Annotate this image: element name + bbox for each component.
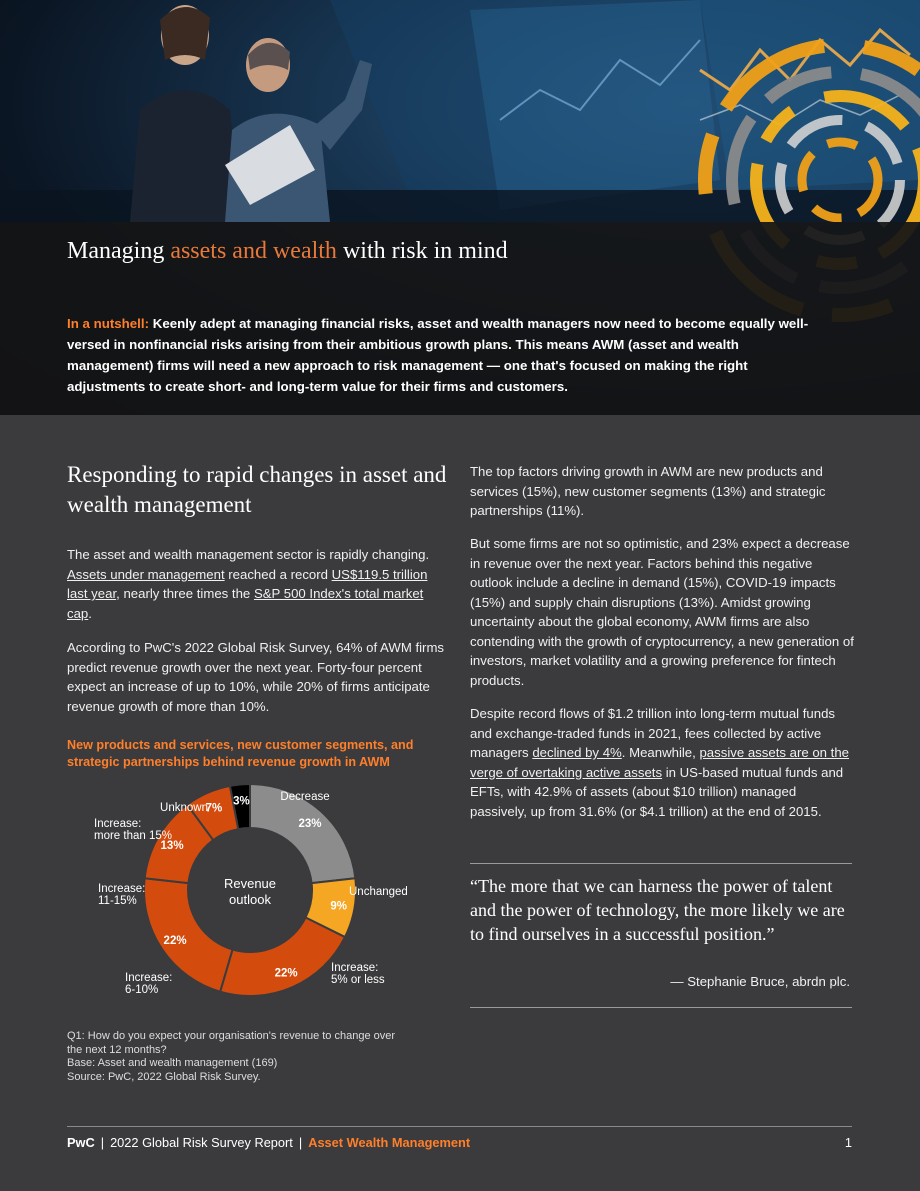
section-heading: Responding to rapid changes in asset and wealth management bbox=[67, 462, 447, 517]
revenue-outlook-donut-chart bbox=[0, 780, 460, 1020]
chart-title: New products and services, new customer segments, and strategic partnerships behind revenue growth in AWM bbox=[67, 738, 414, 769]
link-sp500-market-cap[interactable]: S&P 500 Index's total market cap bbox=[67, 586, 424, 621]
footer-divider bbox=[67, 1126, 852, 1127]
negative-outlook-paragraph: But some firms are not so optimistic, and 23% expect a decrease in revenue over the next year. Factors behind this negative outlook include a decline in demand (15%), COVID-19 impacts (15%) and supply chain disruptions (13%). Amidst growing uncertainty about the global economy, AWM firms are also contending with the growth of cryptocurrency, a new generation of investors, market volatility and a growing preference for fintech products. bbox=[470, 536, 854, 688]
hero-banner bbox=[0, 0, 920, 415]
link-assets-under-management[interactable]: Assets under management bbox=[67, 566, 225, 582]
footer-section-name: Asset Wealth Management bbox=[308, 1135, 471, 1150]
footer-separator: | bbox=[298, 1135, 303, 1150]
value-label-increase-6-10: 22% bbox=[163, 934, 187, 947]
link-declined-by-4[interactable]: declined by 4% bbox=[532, 745, 622, 760]
value-label-unknown: 3% bbox=[233, 795, 250, 808]
page-title: Managing assets and wealth with risk in mind bbox=[67, 238, 508, 264]
value-label-increase-more-than-15: 7% bbox=[205, 802, 223, 815]
quote-top-divider bbox=[470, 863, 852, 864]
value-label-decrease: 23% bbox=[298, 817, 322, 830]
survey-paragraph: According to PwC's 2022 Global Risk Survey, 64% of AWM firms predict revenue growth over the next year. Forty-four percent expect an increase of up to 10%, while 20% of firms anticipate revenue growth of more than 10%. bbox=[67, 640, 445, 714]
quote-attribution: — Stephanie Bruce, abrdn plc. bbox=[670, 974, 850, 989]
nutshell-summary: In a nutshell: Keenly adept at managing financial risks, asset and wealth managers now need to become equally well-versed in nonfinancial risks arising from their ambitious growth plans. This means AWM (asset and wealth management) firms will need a new approach to risk management — one that's focused on making the right adjustments to create short- and long-term value for their firms and customers. bbox=[67, 316, 809, 394]
category-label-increase-5-or-less: Increase: 5% or less bbox=[331, 962, 385, 986]
intro-paragraph: The asset and wealth management sector is rapidly changing. Assets under management reached a record US$119.5 trillion last year, nearly three times the S&P 500 Index's total market cap. bbox=[67, 547, 430, 621]
footnote-source: Source: PwC, 2022 Global Risk Survey. bbox=[67, 1070, 261, 1083]
pull-quote: “The more that we can harness the power of talent and the power of technology, the more likely we are to find ourselves in a successful position.” bbox=[470, 876, 845, 944]
link-passive-assets[interactable]: passive assets are on the verge of overtaking active assets bbox=[470, 745, 850, 780]
footnote-question: Q1: How do you expect your organisation's revenue to change over the next 12 months? bbox=[67, 1030, 396, 1056]
footer-report-name: 2022 Global Risk Survey Report bbox=[110, 1135, 293, 1150]
page-number: 1 bbox=[844, 1135, 852, 1150]
footer-separator: | bbox=[100, 1135, 105, 1150]
growth-factors-paragraph: The top factors driving growth in AWM are new products and services (15%), new customer segments (13%) and strategic partnerships (11%). bbox=[470, 464, 826, 518]
link-us-119-trillion[interactable]: US$119.5 trillion last year bbox=[67, 566, 428, 601]
value-label-increase-11-15: 13% bbox=[160, 840, 184, 852]
footnote-base: Base: Asset and wealth management (169) bbox=[67, 1057, 278, 1069]
donut-center-label: Revenue outlook bbox=[223, 876, 277, 907]
category-label-increase-more-than-15: Increase: more than 15% bbox=[94, 818, 172, 842]
chart-footnote bbox=[67, 1030, 407, 1084]
category-label-unchanged: Unchanged bbox=[349, 886, 408, 898]
category-label-decrease: Decrease bbox=[280, 791, 330, 803]
fees-paragraph: Despite record flows of $1.2 trillion into long-term mutual funds and exchange-traded funds in 2021, fees collected by active managers declined by 4%. Meanwhile, passive assets are on the verge of overtaking active assets in US-based mutual funds and EFTs, with 42.9% of assets (about $10 trillion) managed passively, up from 31.6% (or $4.1 trillion) at the end of 2015. bbox=[470, 706, 850, 819]
slice-increase-5-or-less bbox=[220, 918, 345, 996]
value-label-unchanged: 9% bbox=[330, 900, 347, 913]
footer bbox=[67, 1135, 470, 1150]
value-label-increase-5-or-less: 22% bbox=[274, 967, 298, 980]
category-label-increase-6-10: Increase: 6-10% bbox=[125, 972, 173, 996]
category-label-increase-11-15: Increase: 11-15% bbox=[98, 883, 146, 907]
category-label-unknown: Unknown bbox=[160, 802, 208, 814]
quote-bottom-divider bbox=[470, 1007, 852, 1008]
footer-brand: PwC bbox=[67, 1135, 95, 1150]
